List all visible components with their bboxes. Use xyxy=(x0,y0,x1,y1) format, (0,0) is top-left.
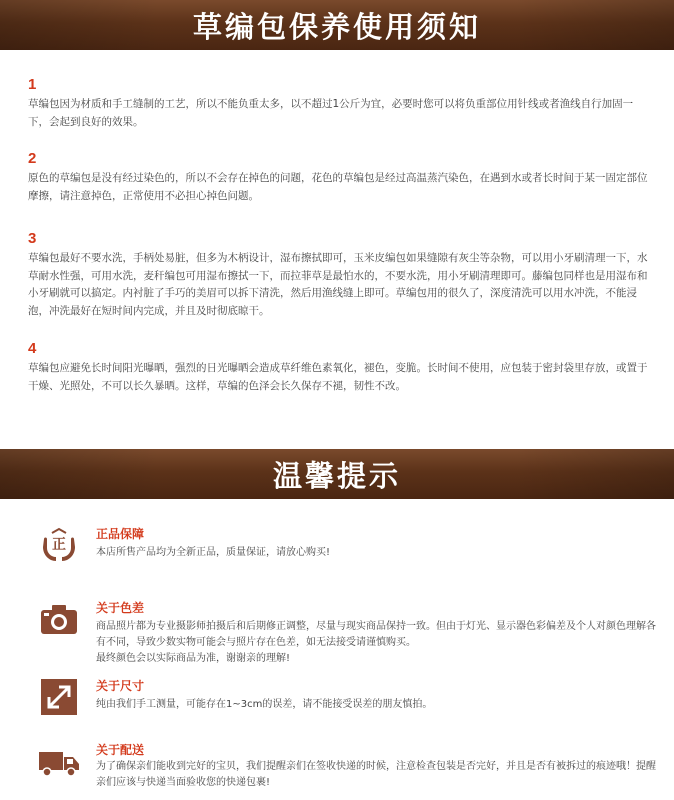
tip-title: 关于色差 xyxy=(96,601,145,615)
care-banner-title: 草编包保养使用须知 xyxy=(192,9,481,44)
measure-arrow-icon xyxy=(38,676,80,718)
tip-text: 为了确保亲们能收到完好的宝贝，我们提醒亲们在签收快递的时候，注意检查包装是否完好，并且是否有被拆过的痕迹哦！提醒亲们应该与快递当面验收您的快递包裹! xyxy=(96,761,656,788)
care-item-3 xyxy=(28,230,648,320)
delivery-truck-icon xyxy=(38,742,80,784)
care-banner xyxy=(0,0,674,50)
care-item-text: 草编包最好不要水洗，手柄处易脏，但多为木柄设计，湿布擦拭即可，玉米皮编包如果缝隙有灰尘等杂物，可以用小牙刷清理一下，水草耐水性强，可用水洗，麦秆编包可用湿布擦拭一下，而拉菲草是最怕水的，不要水洗，用小牙刷清理即可。藤编包同样也是用湿布和小牙刷就可以搞定。内衬脏了手巧的美眉可以拆下清洗，然后用渔线缝上即可。草编包用的很久了，深度清洗可以用水冲洗，不能浸泡，冲洗最好在短时间内完成，并且及时彻底晾干。 xyxy=(28,252,648,317)
tip-title: 关于配送 xyxy=(96,743,145,757)
care-item-text: 草编包因为材质和手工缝制的工艺，所以不能负重太多，以不超过1公斤为宜，必要时您可以将负重部位用针线或者渔线自行加固一下，会起到良好的效果。 xyxy=(28,98,634,128)
tip-title: 关于尺寸 xyxy=(96,679,145,693)
care-item-1 xyxy=(28,76,648,131)
camera-icon xyxy=(38,598,80,640)
care-item-4 xyxy=(28,340,648,395)
care-item-text: 原色的草编包是没有经过染色的，所以不会存在掉色的问题，花色的草编包是经过高温蒸汽染色，在遇到水或者长时间于某一固定部位摩擦，请注意掉色，正常使用不必担心掉色问题。 xyxy=(28,172,648,202)
care-item-number: 4 xyxy=(28,340,37,357)
care-item-text: 草编包应避免长时间阳光曝晒，强烈的日光曝晒会造成草纤维色素氧化，褪色，变脆。长时间不使用，应包装于密封袋里存放，或置于干燥、光照处，不可以长久暴晒。这样，草编的色泽会长久保存不褪，韧性不改。 xyxy=(28,362,648,392)
care-item-2 xyxy=(28,150,648,205)
tips-banner xyxy=(0,449,674,499)
tip-title: 正品保障 xyxy=(96,527,145,541)
tip-text: 纯由我们手工测量，可能存在1~3cm的误差，请不能接受误差的朋友慎拍。 xyxy=(96,699,433,710)
care-item-number: 3 xyxy=(28,230,37,247)
genuine-hands-icon xyxy=(38,524,80,566)
care-item-number: 1 xyxy=(28,76,37,93)
tip-text: 本店所售产品均为全新正品，质量保证，请放心购买! xyxy=(96,547,331,558)
tips-banner-title: 温馨提示 xyxy=(272,458,401,493)
tip-text: 最终颜色会以实际商品为准，谢谢亲的理解! xyxy=(96,653,291,664)
tip-text: 商品照片都为专业摄影师拍摄后和后期修正调整，尽量与现实商品保持一致。但由于灯光、显示器色彩偏差及个人对颜色理解各有不同，导致少数实物可能会与照片存在色差，如无法接受请谨慎购买。 xyxy=(96,621,656,648)
care-item-number: 2 xyxy=(28,150,37,167)
svg-text:正: 正 xyxy=(52,537,66,553)
